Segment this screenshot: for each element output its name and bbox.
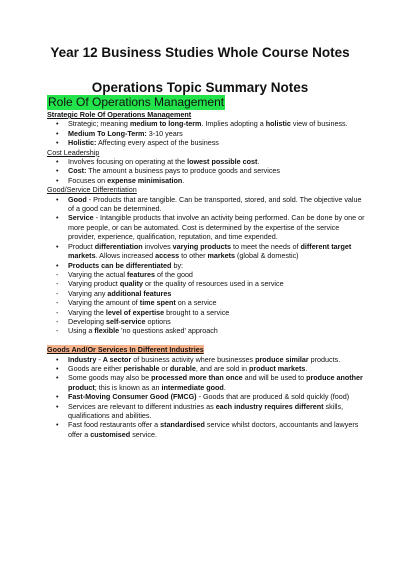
bold-text: each industry requires different [215,401,324,411]
list-item [47,166,365,175]
list-item [47,242,365,261]
bold-text: Products can be differentiated [68,260,172,270]
bold-text: Good [68,194,87,204]
section-heading-role: Role Of Operations Management [48,95,225,109]
bold-text: markets [207,251,236,261]
text: Strategic; meaning [68,119,130,129]
text: - Intangible products that involve an activity being performed. Can be done by one or more people, or can be automated. Cost is determined by the expertise of the service provider, experience, qualification, reputation, and time expended. [68,213,365,242]
list-item [47,129,365,138]
text: Varying the actual [68,269,127,279]
document-subtitle: Operations Topic Summary Notes [91,80,309,95]
text: or the quality of resources used in a service [142,279,284,289]
bold-text: Industry [68,354,97,364]
list-item [47,176,365,185]
text: - [96,354,103,364]
text: brought to a service [164,307,230,317]
bold-text: time spent [139,298,176,308]
list-item [47,308,365,317]
text: Developing [68,316,106,326]
text: Varying any [68,288,108,298]
text: Focuses on [68,175,108,185]
bold-text: Cost: [68,166,87,176]
text: . Implies adopting a [201,119,266,129]
text: . [257,157,260,167]
text: on a service [175,298,217,308]
bold-text: different target markets [68,241,352,261]
text: options [145,316,171,326]
bold-text: differentiation [94,241,143,251]
text: Varying the amount of [68,298,140,308]
text: by: [171,260,184,270]
text: service. [130,429,157,439]
industries-list [47,355,365,440]
text: , and are sold in [195,363,250,373]
strategic-list [47,119,365,147]
text: Services are relevant to different industries as [68,401,216,411]
text: . [182,175,185,185]
text: Product [68,241,95,251]
text: . [223,382,226,392]
cost-list [47,157,365,185]
bold-text: processed more than once [151,373,243,383]
bold-text: Service [68,213,94,223]
list-item [47,157,365,166]
text: skills, qualifications and abilities. [68,401,344,420]
text: - Products that are tangible. Can be transported, stored, and sold. The objective value of a good can be determined. [68,194,362,214]
bold-text: Fast-Moving Consumer Good (FMCG) [68,392,197,402]
text: Using a [68,326,95,336]
bold-text: level of expertise [105,307,165,317]
text: of the good [154,269,193,279]
text: - Goods that are produced & sold quickly (food) [196,392,350,402]
bold-text: perishable [123,363,160,373]
text: ; this is known as an [94,382,162,392]
text: (global & domestic) [235,251,299,261]
text: 'no questions asked' approach [119,326,218,336]
bold-text: produce similar [255,354,309,364]
subheading-cost: Cost Leadership [47,147,100,157]
text: Varying product [68,279,120,289]
text: and will be used to [242,373,307,383]
bold-text: customised [90,429,131,439]
goods-list [47,195,365,270]
bold-text: produce another product [68,373,363,392]
list-item [47,119,365,128]
text: . Allows increased [95,251,156,261]
bold-text: durable [169,363,196,373]
text: Fast food restaurants offer a [68,420,161,430]
subheading-goods-services: Good/Service Differentiation [47,185,137,195]
text: service whilst doctors, accountants and lawyers offer a [68,420,359,439]
bold-text: Holistic: [68,138,97,148]
list-item [47,402,365,421]
subheading-industries [47,345,365,354]
bold-text: access [155,251,180,261]
bold-text: quality [119,279,143,289]
text: The amount a business pays to produce goods and services [86,166,281,176]
list-item [47,195,365,214]
industries-heading-highlight: Goods And/Or Services In Different Industries [47,345,204,355]
text: Varying the [68,307,106,317]
bold-text: lowest possible cost [187,157,258,167]
text: products. [308,354,341,364]
bold-text: A sector [102,354,132,364]
list-item [47,289,365,298]
text: to other [179,251,208,261]
text: Affecting every aspect of the business [96,138,219,148]
text: Some goods may also be [68,373,152,383]
list-item [47,373,365,392]
list-item [47,392,365,401]
list-item [47,270,365,279]
list-item [47,261,365,270]
bold-text: self-service [105,316,146,326]
notes-content [47,110,365,439]
bold-text: Medium To Long-Term: [68,128,147,138]
differentiation-dash-list [47,270,365,336]
bold-text: product markets [249,363,306,373]
list-item [47,317,365,326]
bold-text: medium to long-term [129,119,202,129]
bold-text: features [127,269,155,279]
list-item [47,364,365,373]
list-item [47,355,365,364]
bold-text: holistic [265,119,291,129]
text: to meet the needs of [230,241,301,251]
document-title: Year 12 Business Studies Whole Course Notes [50,45,350,60]
text: Involves focusing on operating at the [68,157,188,167]
text: of business activity where businesses [131,354,256,364]
list-item [47,298,365,307]
bold-text: standardised [160,420,205,430]
list-item [47,420,365,439]
text: involves [142,241,173,251]
bold-text: additional features [107,288,172,298]
list-item [47,213,365,241]
text: . [305,363,308,373]
bold-text: expense minimisation [107,175,183,185]
list-item [47,279,365,288]
subheading-strategic: Strategic Role Of Operations Management [47,110,192,119]
text: view of business. [290,119,348,129]
list-item [47,326,365,335]
text: or [159,363,170,373]
bold-text: flexible [94,326,120,336]
text: Goods are either [68,363,124,373]
bold-text: varying products [172,241,231,251]
list-item [47,138,365,147]
bold-text: intermediate good [161,382,224,392]
text: 3-10 years [146,128,183,138]
